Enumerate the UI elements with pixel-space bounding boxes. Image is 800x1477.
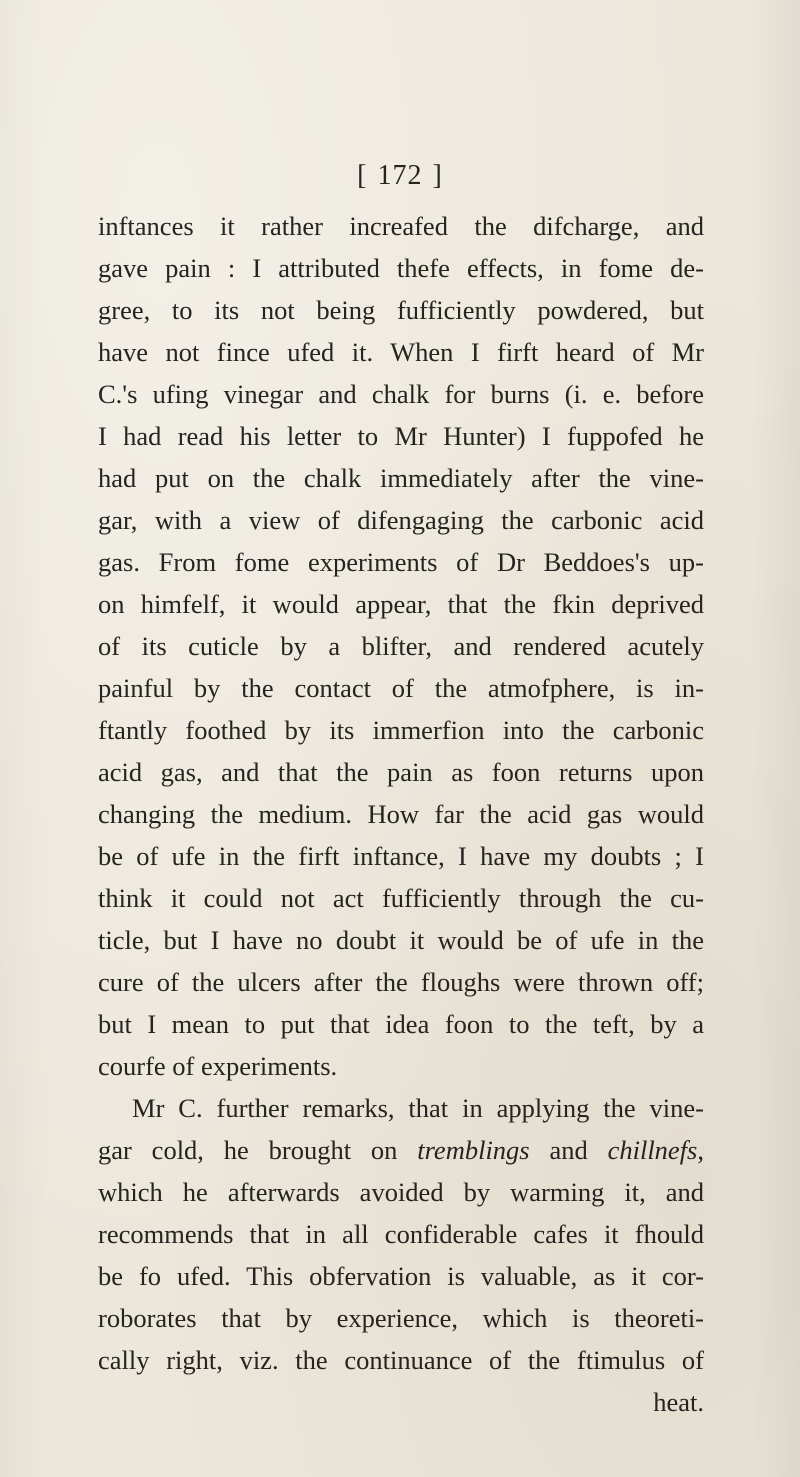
text-line: inftances it rather increafed the difcharge, and	[98, 211, 704, 241]
paragraph-1	[98, 205, 704, 1087]
text-run: ,	[697, 1135, 704, 1165]
text-line: which he afterwards avoided by warming it, and	[98, 1177, 704, 1207]
text-line: changing the medium. How far the acid gas would	[98, 799, 704, 829]
text-line: cally right, viz. the continuance of the ftimulus of	[98, 1345, 704, 1375]
header-bracket-open: [	[357, 160, 368, 191]
text-line: think it could not act fufficiently through the cu-	[98, 883, 704, 913]
text-line: gave pain : I attributed thefe effects, in fome de-	[98, 253, 704, 283]
text-line: had put on the chalk immediately after the vine-	[98, 463, 704, 493]
text-line: on himfelf, it would appear, that the fkin deprived	[98, 589, 704, 619]
catchword: heat.	[653, 1387, 704, 1417]
text-line: Mr C. further remarks, that in applying the vine-	[132, 1093, 704, 1123]
paragraph-2	[98, 1087, 704, 1423]
text-line: but I mean to put that idea foon to the teft, by a	[98, 1009, 704, 1039]
text-line: gar, with a view of difengaging the carbonic acid	[98, 505, 704, 535]
italic-word: chillnefs	[607, 1135, 698, 1165]
text-line: painful by the contact of the atmofphere, is in-	[98, 673, 704, 703]
body-text	[98, 205, 704, 1423]
text-line: ticle, but I have no doubt it would be of ufe in the	[98, 925, 704, 955]
text-run: and	[529, 1135, 608, 1165]
text-line: have not fince ufed it. When I firft heard of Mr	[98, 337, 704, 367]
text-line: courfe of experiments.	[98, 1051, 338, 1081]
text-line: C.'s ufing vinegar and chalk for burns (i. e. before	[98, 379, 704, 409]
text-line: gas. From fome experiments of Dr Beddoes's up-	[98, 547, 704, 577]
header-bracket-close: ]	[432, 160, 443, 191]
text-line: recommends that in all confiderable cafes it fhould	[98, 1219, 704, 1249]
text-line: cure of the ulcers after the floughs were thrown off;	[98, 967, 704, 997]
text-line: of its cuticle by a blifter, and rendered acutely	[98, 631, 704, 661]
text-line: I had read his letter to Mr Hunter) I fuppofed he	[98, 421, 704, 451]
text-line: acid gas, and that the pain as foon returns upon	[98, 757, 704, 787]
text-line-with-italics	[98, 1129, 704, 1171]
text-line: be fo ufed. This obfervation is valuable, as it cor-	[98, 1261, 704, 1291]
text-line: roborates that by experience, which is theoreti-	[98, 1303, 704, 1333]
text-line: be of ufe in the firft inftance, I have my doubts ; I	[98, 841, 704, 871]
page-header	[0, 160, 800, 192]
text-run: gar cold, he brought on	[98, 1135, 418, 1165]
text-line: ftantly foothed by its immerfion into the carbonic	[98, 715, 704, 745]
text-line: gree, to its not being fufficiently powdered, but	[98, 295, 704, 325]
italic-word: tremblings	[417, 1135, 530, 1165]
page-number: 172	[377, 160, 423, 191]
